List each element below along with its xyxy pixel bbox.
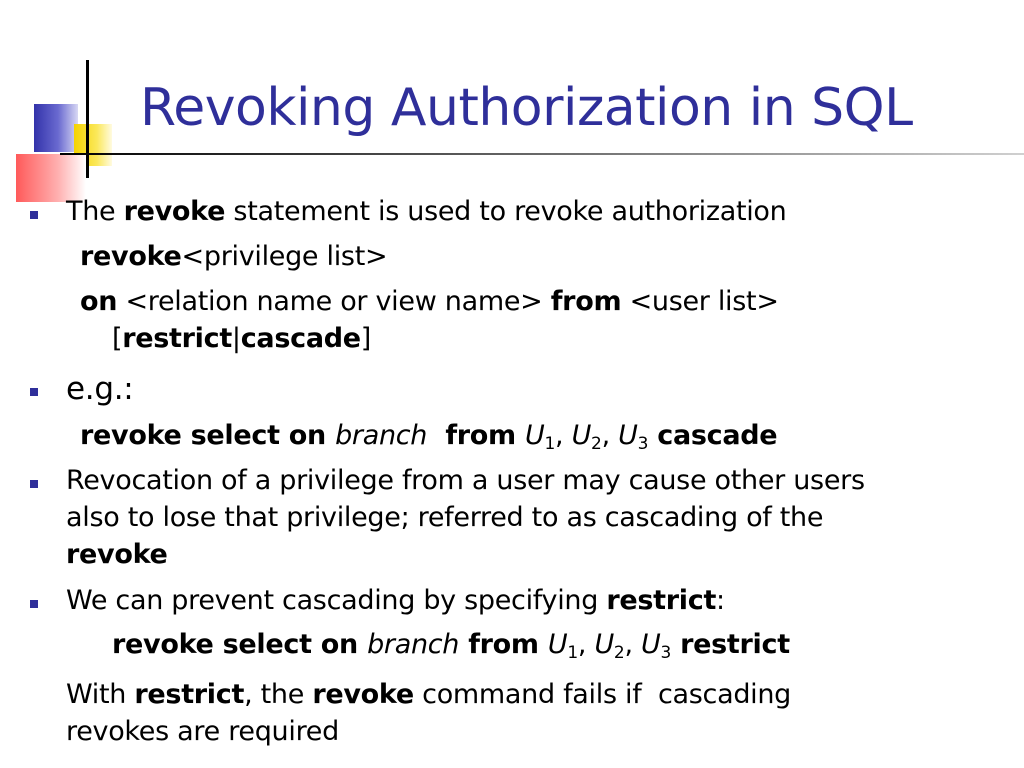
keyword: revoke — [66, 539, 168, 570]
text: The — [66, 196, 124, 227]
text: <user list> — [621, 286, 779, 317]
example-revoke-cascade — [80, 418, 777, 454]
keyword: restrict — [671, 629, 790, 660]
user-name: U — [641, 629, 661, 660]
keyword: from — [459, 629, 548, 660]
user-name: U — [547, 629, 568, 660]
syntax-line-on — [80, 284, 779, 320]
decor-vertical-line — [86, 60, 89, 178]
relation-name: branch — [367, 629, 460, 660]
keyword: from — [427, 420, 525, 451]
bullet-marker — [30, 211, 38, 219]
bullet-example: e.g.: — [66, 371, 134, 407]
subscript: 2 — [613, 643, 625, 663]
keyword: revoke — [123, 196, 226, 227]
syntax-line-revoke — [80, 239, 387, 275]
bullet-marker — [30, 388, 38, 396]
bullet-marker — [30, 480, 38, 488]
keyword: restrict — [606, 585, 717, 616]
text: , — [601, 420, 619, 451]
keyword: from — [550, 286, 622, 317]
decor-blue-square — [34, 104, 78, 152]
text: statement is used to revoke authorization — [225, 196, 787, 227]
subscript: 1 — [544, 434, 555, 454]
bullet-revocation-line-2: also to lose that privilege; referred to as cascading of the — [66, 502, 824, 533]
title-underline — [60, 153, 1024, 155]
subscript: 3 — [637, 434, 649, 454]
subscript: 2 — [591, 434, 602, 454]
bullet-revocation-line-1: Revocation of a privilege from a user may cause other users — [66, 465, 865, 496]
subscript: 1 — [567, 643, 578, 663]
bullet-prevent-cascading — [66, 583, 725, 619]
text: We can prevent cascading by specifying — [66, 585, 607, 616]
text: , the — [244, 679, 313, 710]
text: ] — [360, 323, 372, 354]
user-name: U — [571, 420, 592, 451]
keyword: restrict — [134, 679, 245, 710]
slide-title: Revoking Authorization in SQL — [140, 78, 913, 138]
text: , — [577, 629, 595, 660]
keyword: restrict — [122, 323, 232, 354]
keyword: on — [80, 286, 118, 317]
text: <privilege list> — [181, 241, 388, 272]
user-name: U — [524, 420, 545, 451]
user-name: U — [594, 629, 614, 660]
keyword: revoke select on — [80, 420, 336, 451]
text: : — [716, 585, 725, 616]
example-revoke-restrict — [112, 627, 790, 663]
keyword: revoke — [80, 241, 182, 272]
text: , — [554, 420, 572, 451]
note-restrict-line-1 — [66, 677, 791, 713]
keyword: cascade — [240, 323, 361, 354]
note-restrict-line-2: revokes are required — [66, 716, 339, 747]
keyword: cascade — [648, 420, 778, 451]
syntax-line-restrict-cascade — [112, 321, 371, 357]
text: , — [624, 629, 642, 660]
relation-name: branch — [335, 420, 428, 451]
text: [ — [112, 323, 123, 354]
user-name: U — [618, 420, 638, 451]
keyword: revoke select on — [112, 629, 368, 660]
text: With — [66, 679, 135, 710]
text: | — [231, 323, 241, 354]
bullet-revocation-line-3 — [66, 537, 168, 573]
keyword: revoke — [312, 679, 414, 710]
text: <relation name or view name> — [117, 286, 551, 317]
bullet-revoke-statement — [66, 194, 786, 230]
subscript: 3 — [660, 643, 672, 663]
bullet-marker — [30, 600, 38, 608]
text: command fails if cascading — [413, 679, 792, 710]
